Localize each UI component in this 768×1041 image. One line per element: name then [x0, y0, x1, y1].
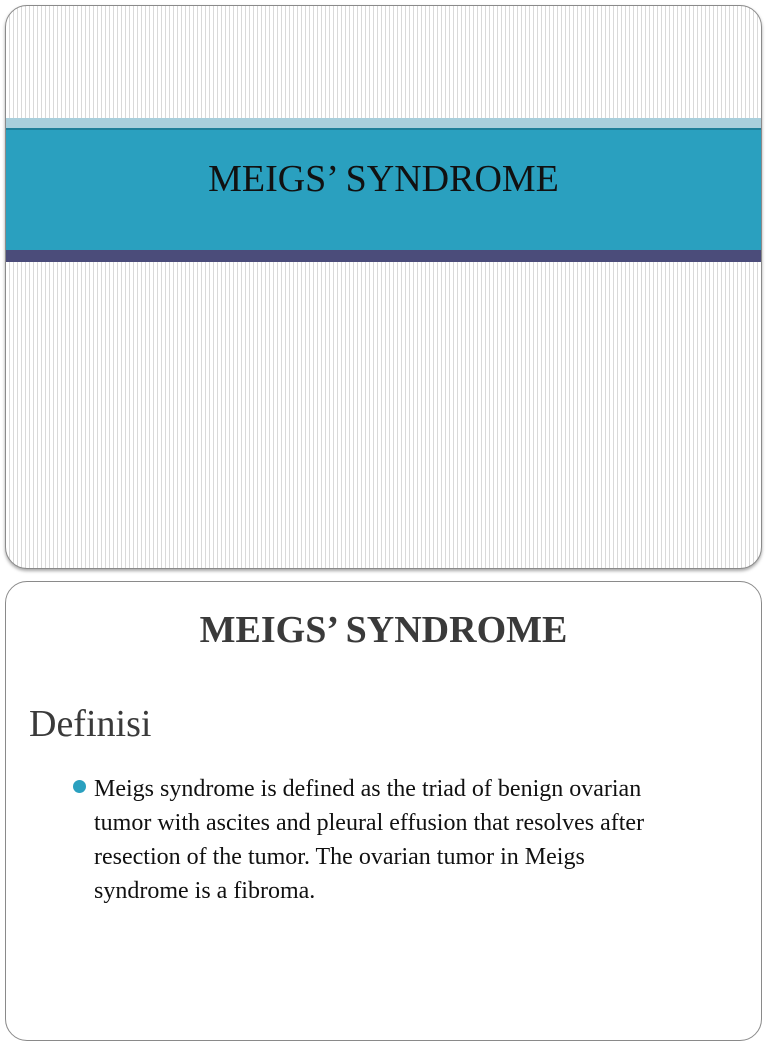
title-slide — [5, 5, 762, 569]
bullet-item — [71, 772, 671, 908]
title-band-dark-stripe — [6, 250, 761, 262]
bullet-text: Meigs syndrome is defined as the triad of benign ovarian tumor with ascites and pleural effusion that resolves after resection of the tumor. The ovarian tumor in Meigs syndrome is a fibroma. — [94, 776, 645, 904]
bullet-list — [71, 772, 671, 908]
title-band-light-stripe — [6, 118, 761, 128]
content-slide-title: MEIGS’ SYNDROME — [199, 609, 568, 651]
content-slide — [5, 581, 762, 1041]
section-heading: Definisi — [29, 703, 152, 745]
slide-title: MEIGS’ SYNDROME — [208, 158, 559, 200]
bullet-dot-icon — [73, 780, 86, 793]
